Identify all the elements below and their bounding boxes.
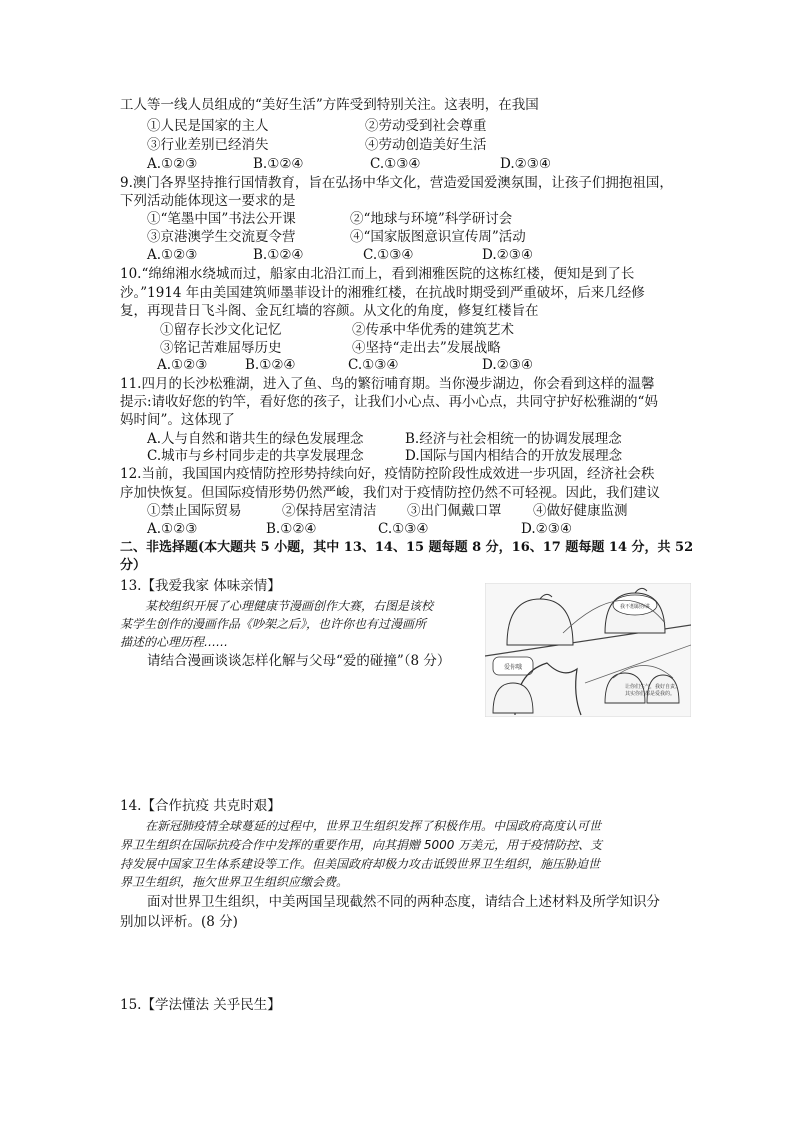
q8-choice-a: A.①②③: [147, 156, 198, 172]
q11-stem-line3: 妈时间”。这体现了: [120, 412, 235, 428]
q10-option-4: ④坚持“走出去”发展战略: [352, 340, 501, 356]
q9-option-3: ③京港澳学生交流夏令营: [147, 229, 296, 245]
q9-option-2: ②“地球与环境”科学研讨会: [350, 211, 513, 227]
q8-option-2: ②劳动受到社会尊重: [365, 118, 487, 134]
comic-illustration: [485, 583, 691, 717]
q14-material-line3: 持发展中国家卫生体系建设等工作。但美国政府却极力攻击诋毁世界卫生组织，施压胁迫世: [120, 857, 601, 871]
q10-stem-line2: 沙。”1914 年由美国建筑师墨菲设计的湘雅红楼，在抗战时期受到严重破坏，后来几经修: [120, 285, 645, 301]
q8-option-1: ①人民是国家的主人: [147, 118, 269, 134]
q12-option-1: ①禁止国际贸易: [147, 503, 242, 519]
q12-option-2: ②保持居室清洁: [282, 503, 377, 519]
q12-choice-b: B.①②④: [266, 521, 317, 537]
q11-option-c: C.城市与乡村同步走的共享发展理念: [147, 448, 364, 464]
section-2-heading: 二、非选择题(本大题共 5 小题，其中 13、14、15 题每题 8 分，16、17 题每题 14 分，共 52: [120, 540, 694, 555]
q11-stem-line2: 提示:请收好您的钓竿，看好您的孩子，让我们小心点、再小心点，共同守护好松雅湖的“妈: [120, 394, 658, 410]
q8-choice-c: C.①③④: [370, 156, 421, 172]
q10-option-3: ③铭记苦难屈辱历史: [160, 340, 282, 356]
q14-question-line1: 面对世界卫生组织，中美两国呈现截然不同的两种态度，请结合上述材料及所学知识分: [147, 894, 660, 910]
q9-stem-line2: 下列活动能体现这一要求的是: [120, 193, 296, 209]
q15-title: 15.【学法懂法 关乎民生】: [120, 997, 281, 1013]
q12-stem-line2: 序加快恢复。但国际疫情形势仍然严峻，我们对于疫情防控仍然不可轻视。因此，我们建议: [120, 485, 660, 501]
q12-stem-line1: 12.当前，我国国内疫情防控形势持续向好，疫情防控阶段性成效进一步巩固，经济社会秩: [120, 466, 655, 482]
q12-choice-c: C.①③④: [378, 521, 429, 537]
q11-option-a: A.人与自然和谐共生的绿色发展理念: [147, 431, 364, 447]
q13-material-line1: 某校组织开展了心理健康节漫画创作大赛，右图是该校: [145, 599, 434, 613]
q10-choice-b: B.①②④: [245, 357, 296, 373]
comic-bubble-text-1: 我不想跟你讲: [619, 604, 651, 610]
q11-option-b: B.经济与社会相统一的协调发展理念: [405, 431, 622, 447]
comic-bubble-text-2: 爱你哦: [503, 664, 523, 671]
q14-material-line1: 在新冠肺疫情全球蔓延的过程中，世界卫生组织发挥了积极作用。中国政府高度认可世: [145, 819, 602, 833]
comic-caption-2: 其实你们都是爱我的。: [625, 691, 676, 697]
section-2-heading-cont: 分）: [120, 558, 147, 573]
comic-caption-1: 让你们生气，我好自责。: [625, 684, 681, 690]
q10-stem-line1: 10.“绵绵湘水绕城而过，船家由北沿江而上，看到湘雅医院的这栋红楼，便知是到了长: [120, 266, 635, 282]
q8-choice-d: D.②③④: [500, 156, 551, 172]
q13-material-line3: 描述的心理历程……: [120, 635, 229, 649]
q12-choice-d: D.②③④: [521, 521, 572, 537]
q10-stem-line3: 复，再现昔日飞斗阁、金瓦红墙的容颜。从文化的角度，修复红楼旨在: [120, 303, 539, 319]
q8-option-3: ③行业差别已经消失: [147, 137, 269, 153]
q10-choice-a: A.①②③: [157, 357, 208, 373]
q9-option-4: ④“国家版图意识宣传周”活动: [350, 229, 526, 245]
q9-option-1: ①“笔墨中国”书法公开课: [147, 211, 296, 227]
q8-option-4: ④劳动创造美好生活: [365, 137, 487, 153]
q10-choice-c: C.①③④: [348, 357, 399, 373]
q9-choice-b: B.①②④: [253, 247, 304, 263]
q10-choice-d: D.②③④: [482, 357, 533, 373]
q8-choice-b: B.①②④: [253, 156, 304, 172]
q13-question: 请结合漫画谈谈怎样化解与父母“爱的碰撞”（8 分）: [147, 653, 451, 669]
q11-stem-line1: 11.四月的长沙松雅湖，进入了鱼、鸟的繁衍哺育期。当你漫步湖边，你会看到这样的温馨: [120, 376, 655, 392]
q14-material-line4: 界卫生组织，拖欠世界卫生组织应缴会费。: [120, 875, 349, 889]
q9-stem-line1: 9.澳门各界坚持推行国情教育，旨在弘扬中华文化，营造爱国爱澳氛围，让孩子们拥抱祖国，: [120, 175, 673, 191]
q14-title: 14.【合作抗疫 共克时艰】: [120, 798, 281, 814]
q9-choice-d: D.②③④: [482, 247, 533, 263]
q11-option-d: D.国际与国内相结合的开放发展理念: [405, 448, 623, 464]
q14-question-line2: 别加以评析。(8 分): [120, 914, 238, 930]
q13-material-line2: 某学生创作的漫画作品《吵架之后》，也许你也有过漫画所: [120, 617, 427, 631]
q10-option-2: ②传承中华优秀的建筑艺术: [352, 322, 514, 338]
q14-material-line2: 界卫生组织在国际抗疫合作中发挥的重要作用，向其捐赠 5000 万美元，用于疫情防控、支: [120, 838, 603, 852]
q10-option-1: ①留存长沙文化记忆: [160, 322, 282, 338]
q8-stem-tail: 工人等一线人员组成的“美好生活”方阵受到特别关注。这表明，在我国: [120, 97, 539, 113]
q9-choice-c: C.①③④: [363, 247, 414, 263]
q12-option-4: ④做好健康监测: [533, 503, 628, 519]
q12-choice-a: A.①②③: [147, 521, 198, 537]
q12-option-3: ③出门佩戴口罩: [407, 503, 502, 519]
q9-choice-a: A.①②③: [147, 247, 198, 263]
q13-title: 13.【我爱我家 体味亲情】: [120, 578, 281, 594]
